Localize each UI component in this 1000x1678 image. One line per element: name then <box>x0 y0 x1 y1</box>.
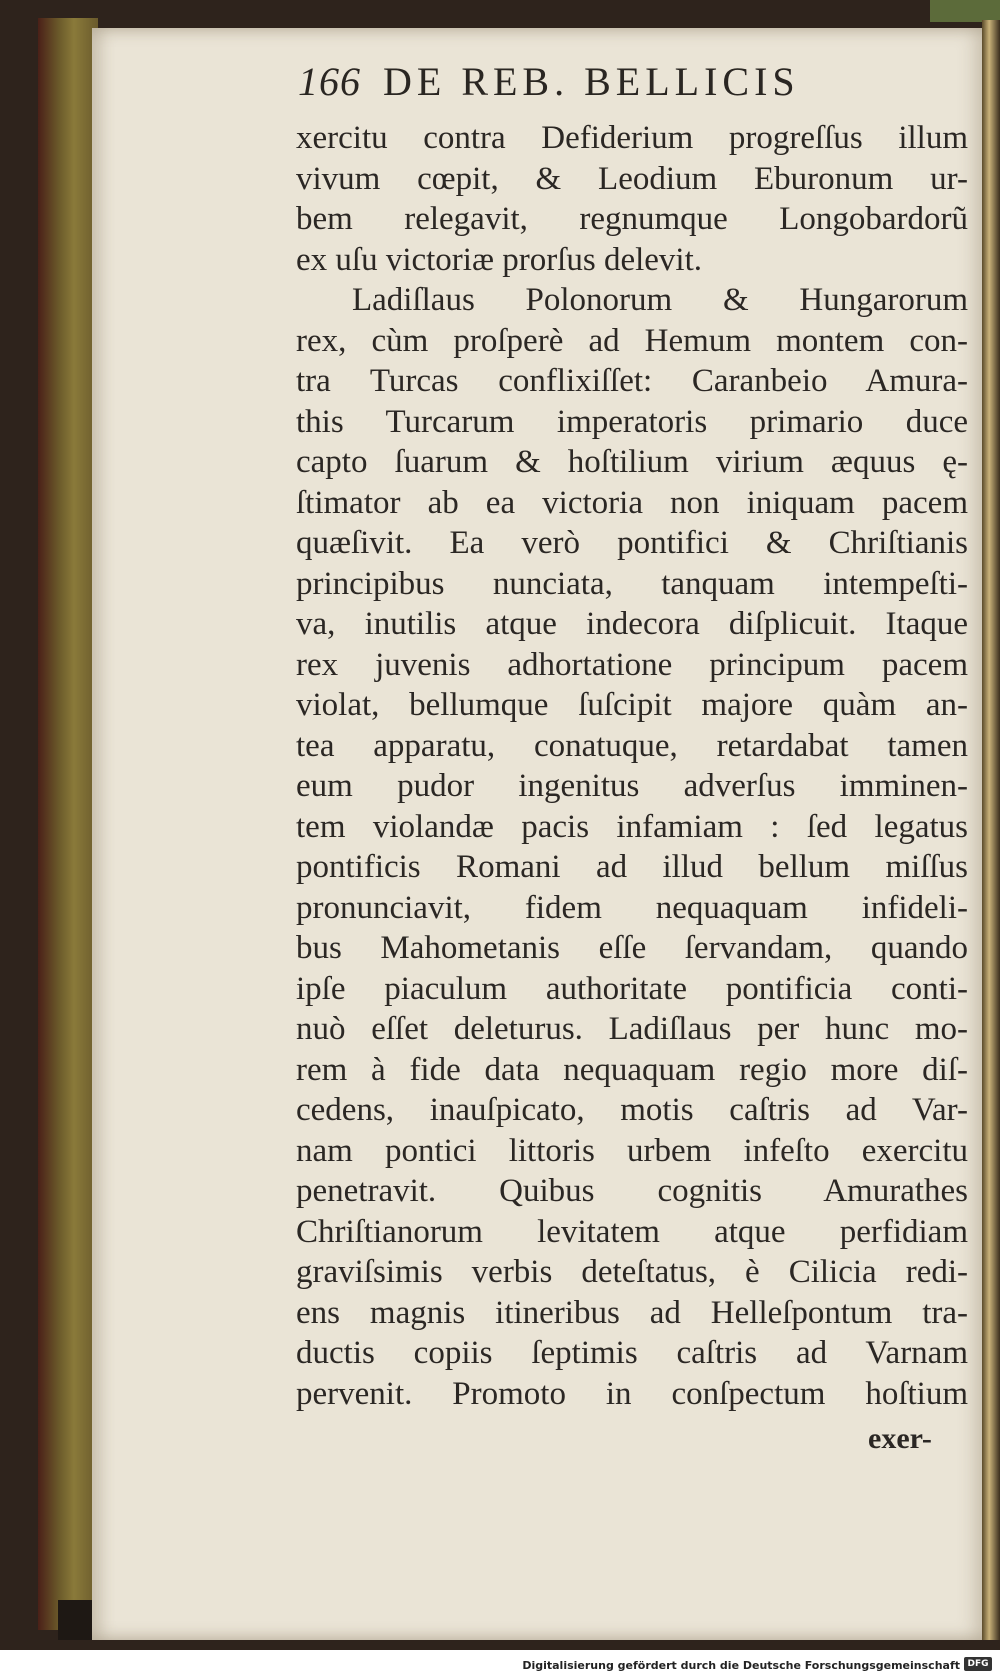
text-line: ſtimator ab ea victoria non iniquam pacem <box>296 484 968 521</box>
text-line: tra Turcas conflixiſſet: Caranbeio Amura- <box>296 363 968 399</box>
text-line: violat, bellumque ſuſcipit majore quàm an- <box>296 687 968 723</box>
text-line: graviſsimis verbis deteſtatus, è Cilicia redi- <box>296 1254 968 1290</box>
text-line: pontificis Romani ad illud bellum miſſus <box>296 849 968 885</box>
dfg-logo: DFG <box>964 1657 992 1671</box>
text-line: va, inutilis atque indecora diſplicuit. Itaque <box>296 606 968 642</box>
text-line: this Turcarum imperatoris primario duce <box>296 403 968 440</box>
text-line: pronunciavit, fidem nequaquam infideli- <box>296 889 968 926</box>
text-line: vivum cœpit, & Leodium Eburonum ur- <box>296 160 968 197</box>
text-line: pervenit. Promoto in conſpectum hoſtium <box>296 1375 968 1412</box>
text-line: penetravit. Quibus cognitis Amurathes <box>296 1173 968 1209</box>
page-edge <box>982 20 1000 1640</box>
footer-bar <box>0 1650 1000 1678</box>
text-line: principibus nunciata, tanquam intempeſti- <box>296 565 968 602</box>
text-line: bus Mahometanis eſſe ſervandam, quando <box>296 930 968 966</box>
text-line: ductis copiis ſeptimis caſtris ad Varnam <box>296 1335 968 1371</box>
text-line: Ladiſlaus Polonorum & Hungarorum <box>352 282 968 318</box>
text-line: tem violandæ pacis infamiam : ſed legatus <box>296 808 968 845</box>
text-line: Chriſtianorum levitatem atque perfidiam <box>296 1213 968 1250</box>
funding-credit: Digitalisierung gefördert durch die Deutsche Forschungsgemeinschaft <box>522 1659 960 1672</box>
running-head: DE REB. BELLICIS <box>383 59 800 104</box>
text-line: rex juvenis adhortatione principum pacem <box>296 646 968 683</box>
text-line: bem relegavit, regnumque Longobardorũ <box>296 201 968 237</box>
text-line: cedens, inauſpicato, motis caſtris ad Var- <box>296 1092 968 1128</box>
text-line: nuò eſſet deleturus. Ladiſlaus per hunc mo- <box>296 1011 968 1047</box>
text-line: xercitu contra Defiderium progreſſus illum <box>296 120 968 156</box>
text-line: ex uſu victoriæ prorſus delevit. <box>296 241 703 278</box>
page-number: 166 <box>298 59 361 104</box>
book-spine <box>38 18 98 1630</box>
text-line: ens magnis itineribus ad Helleſpontum tra- <box>296 1294 968 1331</box>
text-line: tea apparatu, conatuque, retardabat tamen <box>296 727 968 764</box>
text-line: rex, cùm proſperè ad Hemum montem con- <box>296 322 968 359</box>
catchword: exer- <box>868 1422 932 1455</box>
text-line: rem à fide data nequaquam regio more diſ- <box>296 1051 968 1088</box>
text-line: nam pontici littoris urbem infeſto exercitu <box>296 1132 968 1169</box>
body-text <box>296 118 968 1414</box>
text-line: eum pudor ingenitus adverſus imminen- <box>296 768 968 804</box>
text-line: quæſivit. Ea verò pontifici & Chriſtianis <box>296 525 968 561</box>
corner-foliage <box>930 0 1000 22</box>
text-line: capto ſuarum & hoſtilium virium æquus ę- <box>296 444 968 480</box>
text-line: ipſe piaculum authoritate pontificia conti- <box>296 970 968 1007</box>
page-header <box>298 58 958 108</box>
